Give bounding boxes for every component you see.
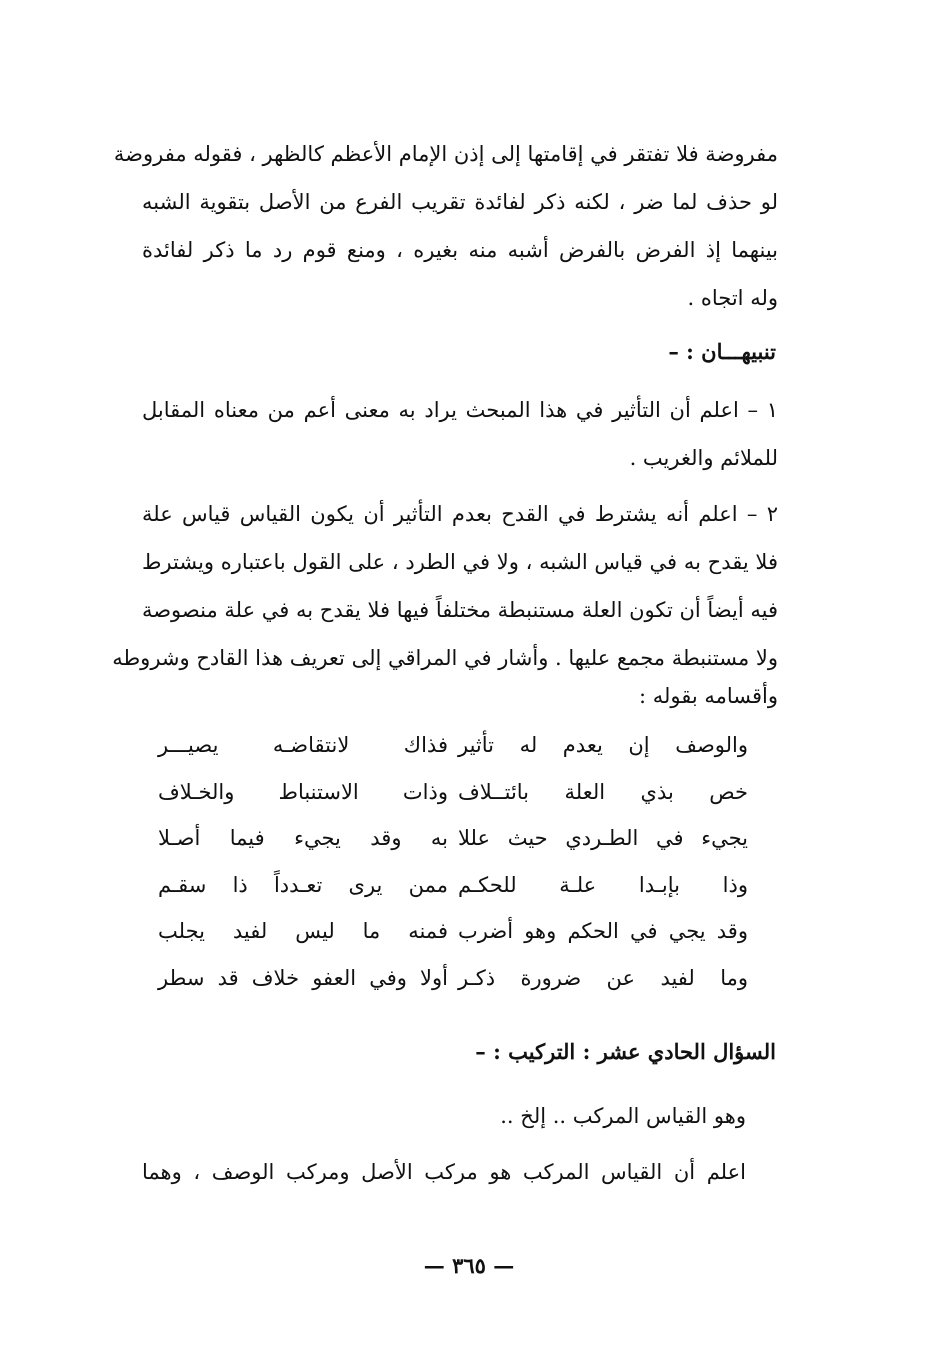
section-heading-notes: تنبيهـــان : –	[668, 339, 776, 364]
verse-second-hemistich: وذات الاستنباط والخـلاف	[158, 779, 448, 804]
text-line: ولا مستنبطة مجمع عليها . وأشار في المراقي إلى تعريف هذا القادح وشروطه	[112, 646, 778, 670]
text-line: ٢ – اعلم أنه يشترط في القدح بعدم التأثير أن يكون القياس قياس علة	[142, 502, 778, 526]
poem-verse	[158, 815, 748, 862]
verse-first-hemistich: يجيء في الطـردي حيث عللا	[458, 826, 748, 850]
section-heading-question-11: السؤال الحادي عشر : التركيب : –	[475, 1039, 776, 1064]
text-line: فيه أيضاً أن تكون العلة مستنبطة مختلفاً فيها فلا يقدح به في علة منصوصة	[141, 598, 778, 622]
poem-verse	[158, 722, 748, 769]
text-line: وله اتجاه .	[687, 286, 778, 310]
text-line: بينهما إذ الفرض بالفرض أشبه منه بغيره ، ومنع قوم رد ما ذكر لفائدة	[142, 238, 778, 262]
verse-second-hemistich: أولا وفي العفو خلاف قد سطر	[158, 965, 448, 990]
poem-verse	[158, 862, 748, 909]
text-line: وأقسامه بقوله :	[638, 684, 778, 708]
verse-first-hemistich: والوصف إن يعدم له تأثير	[458, 733, 748, 757]
verse-first-hemistich: خص بذي العلة بائتــلاف	[458, 779, 748, 804]
poem-verse	[158, 769, 748, 816]
verse-second-hemistich: فمنه ما ليس لفيد يجلب	[158, 919, 448, 943]
paragraph-note-1	[142, 386, 778, 482]
paragraph-composite-analogy: اعلم أن القياس المركب هو مركب الأصل ومركب الوصف ، وهما	[142, 1160, 746, 1184]
verse-first-hemistich: وذا بإبـدا علـة للحكـم	[458, 872, 748, 897]
page-number: — ٣٦٥ —	[423, 1253, 515, 1278]
text-line: مفروضة فلا تفتقر في إقامتها إلى إذن الإمام الأعظم كالظهر ، فقوله مفروضة	[113, 142, 778, 166]
text-line: لو حذف لما ضر ، لكنه ذكر لفائدة تقريب الفرع من الأصل بتقوية الشبه	[142, 190, 778, 214]
verse-second-hemistich: ممن يرى تعـدداً ذا سقـم	[158, 872, 448, 897]
verse-second-hemistich: به وقد يجيء فيما أصـلا	[158, 826, 448, 850]
poem-verse	[158, 908, 748, 955]
text-line: للملائم والغريب .	[629, 446, 778, 470]
text-line: فلا يقدح به في قياس الشبه ، ولا في الطرد ، على القول باعتباره ويشترط	[142, 550, 778, 574]
poem-verses	[158, 722, 748, 1001]
quoted-text-line: وهو القياس المركب .. إلخ ..	[500, 1104, 746, 1128]
paragraph-intro	[113, 130, 778, 322]
poem-verse	[158, 955, 748, 1002]
text-line: ١ – اعلم أن التأثير في هذا المبحث يراد به معنى أعم من معناه المقابل	[142, 398, 778, 422]
verse-second-hemistich: فذاك لانتقاضـه يصيـــر	[158, 733, 448, 757]
verse-first-hemistich: وقد يجي في الحكم وهو أضرب	[458, 919, 748, 943]
verse-first-hemistich: وما لفيد عن ضرورة ذكـر	[458, 965, 748, 990]
paragraph-note-2	[112, 490, 778, 710]
